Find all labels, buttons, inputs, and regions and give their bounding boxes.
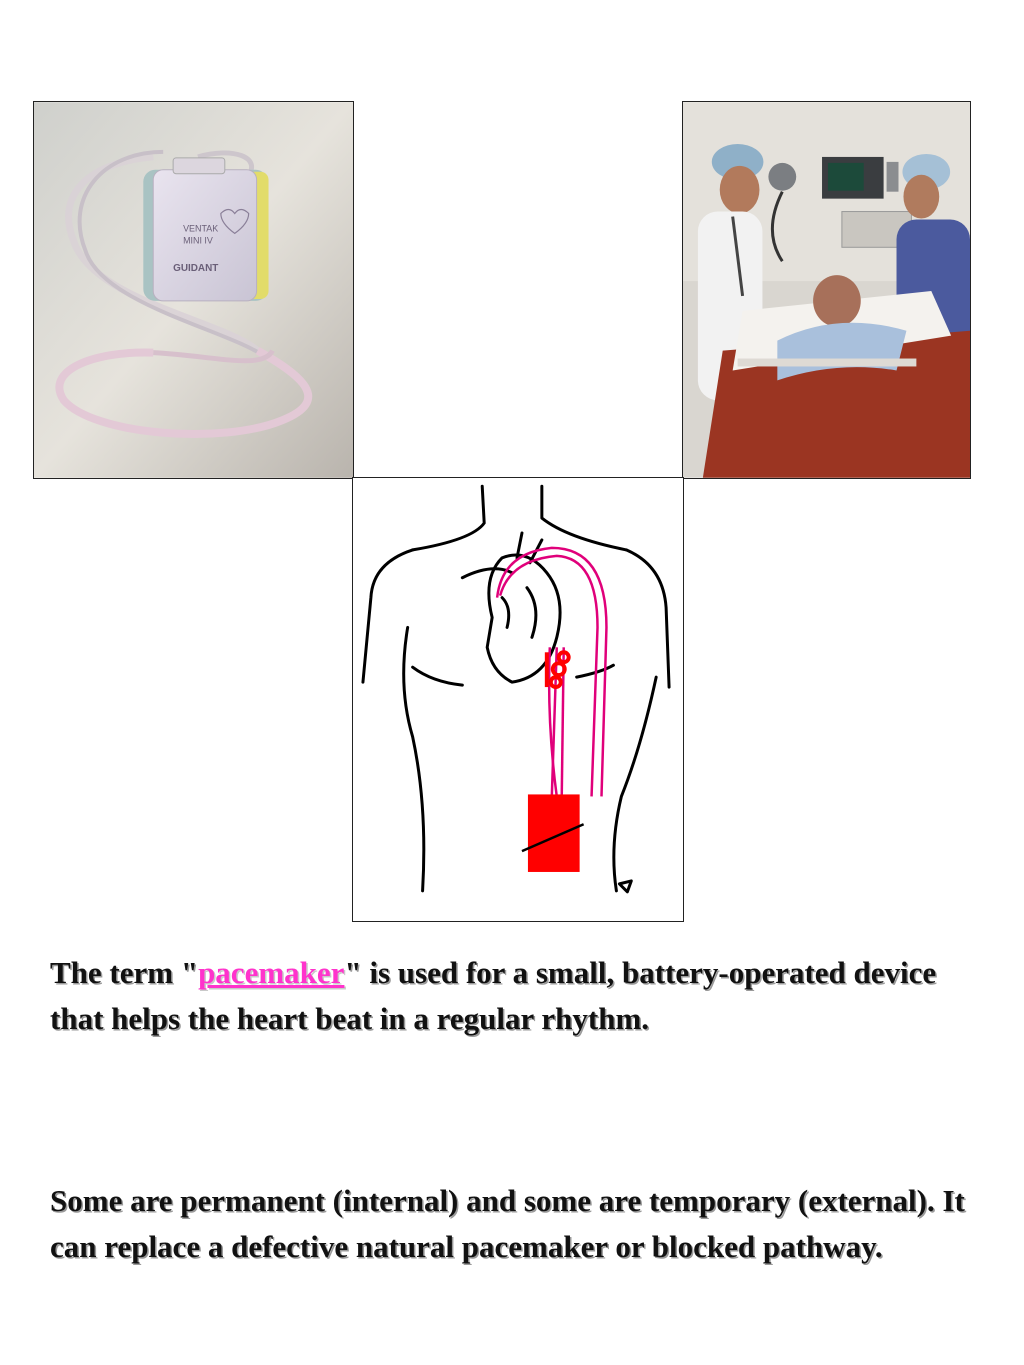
pacemaker-definition-paragraph (50, 950, 980, 1042)
hospital-patient-photo (682, 101, 971, 479)
pacemaker-device-illustration (34, 102, 353, 478)
hospital-scene-illustration (683, 102, 970, 478)
device-label-line2: MINI IV (183, 235, 213, 246)
paragraph2-text: Some are permanent (internal) and some are temporary (external). It can replace a defective natural pacemaker or blocked pathway. (50, 1183, 965, 1264)
paragraph1-after: " is used for a small, battery-operated device that helps the heart beat in a regular rhythm. (50, 955, 937, 1036)
implanted-pacemaker-box (528, 794, 580, 872)
pacemaker-device-photo (33, 101, 354, 479)
pacemaker-types-paragraph (50, 1178, 980, 1270)
pacemaker-link[interactable]: pacemaker (198, 955, 345, 990)
pacemaker-body-diagram (352, 477, 684, 922)
paragraph1-before: The term " (50, 955, 199, 990)
device-label-brand: GUIDANT (173, 263, 219, 275)
torso-heart-pacemaker-illustration (353, 478, 683, 921)
device-label-line1: VENTAK (183, 223, 219, 234)
